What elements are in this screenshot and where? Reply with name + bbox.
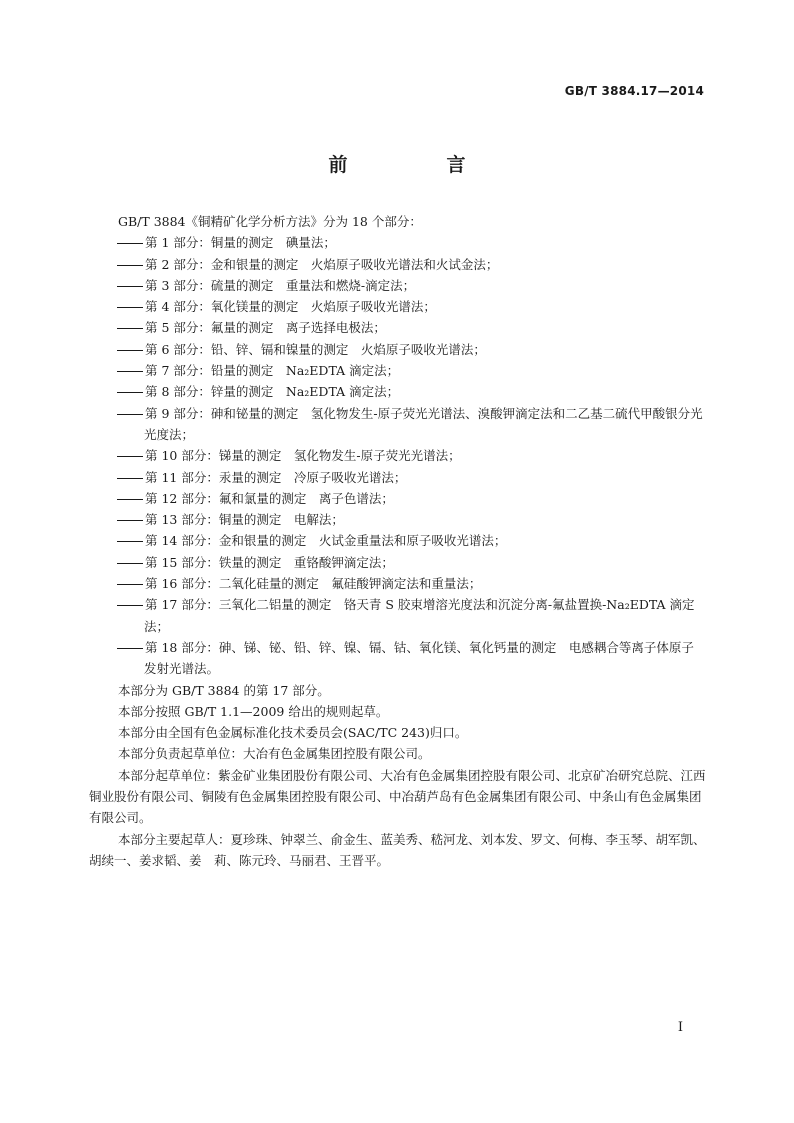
parts-list — [89, 232, 706, 679]
em-dash-mark — [117, 520, 143, 521]
list-item-text: 第 17 部分：三氧化二铝量的测定 铬天青 S 胶束增溶光度法和沉淀分离-氟盐置换-Na₂EDTA 滴定法； — [144, 597, 695, 634]
list-item-text: 第 8 部分：锌量的测定 Na₂EDTA 滴定法； — [145, 384, 400, 400]
standard-code: GB/T 3884.17—2014 — [564, 84, 704, 98]
list-item-text: 第 11 部分：汞量的测定 冷原子吸收光谱法； — [145, 469, 407, 485]
list-item-text: 第 14 部分：金和银量的测定 火试金重量法和原子吸收光谱法； — [145, 533, 507, 549]
em-dash-mark — [117, 499, 143, 500]
list-item-text: 第 3 部分：硫量的测定 重量法和燃烧-滴定法； — [145, 277, 416, 293]
page-title: 前 言 — [328, 154, 506, 176]
em-dash-mark — [117, 265, 143, 266]
list-item-text: 第 1 部分：铜量的测定 碘量法； — [145, 235, 336, 251]
list-item — [89, 275, 706, 296]
body-paragraph: 本部分为 GB/T 3884 的第 17 部分。 — [118, 682, 330, 698]
em-dash-mark — [117, 456, 143, 457]
list-item-text: 第 2 部分：金和银量的测定 火焰原子吸收光谱法和火试金法； — [145, 256, 499, 272]
list-item — [89, 317, 706, 338]
list-item — [89, 509, 706, 530]
list-item-text: 第 5 部分：氟量的测定 离子选择电极法； — [145, 320, 386, 336]
list-item-text: 第 16 部分：二氧化硅量的测定 氟硅酸钾滴定法和重量法； — [145, 576, 482, 592]
list-item — [89, 339, 706, 360]
list-item-text: 第 7 部分：铅量的测定 Na₂EDTA 滴定法； — [145, 363, 400, 379]
list-item — [89, 530, 706, 551]
list-item — [89, 467, 706, 488]
list-item — [89, 296, 706, 317]
em-dash-mark — [117, 563, 143, 564]
body-paragraph: 本部分按照 GB/T 1.1—2009 给出的规则起草。 — [118, 703, 389, 719]
body-paragraph: 本部分负责起草单位：大冶有色金属集团控股有限公司。 — [118, 746, 431, 762]
list-item — [89, 445, 706, 466]
list-item — [89, 403, 706, 446]
list-item — [89, 254, 706, 275]
list-item-text: 第 4 部分：氧化镁量的测定 火焰原子吸收光谱法； — [145, 299, 436, 315]
list-item-text: 第 9 部分：砷和铋量的测定 氢化物发生-原子荧光光谱法、溴酸钾滴定法和二乙基二硫代甲酸银分光光度法； — [144, 405, 703, 442]
em-dash-mark — [117, 350, 143, 351]
body-paragraph: 本部分起草单位：紫金矿业集团股份有限公司、大冶有色金属集团控股有限公司、北京矿冶研究总院、江西铜业股份有限公司、铜陵有色金属集团控股有限公司、中冶葫芦岛有色金属集团有限公司、中条山有色金属集团有限公司。 — [89, 767, 706, 826]
em-dash-mark — [117, 648, 143, 649]
em-dash-mark — [117, 392, 143, 393]
em-dash-mark — [117, 584, 143, 585]
intro-line: GB/T 3884《铜精矿化学分析方法》分为 18 个部分： — [118, 214, 422, 229]
list-item-text: 第 18 部分：砷、锑、铋、铅、锌、镍、镉、钴、氧化镁、氧化钙量的测定 电感耦合等离子体原子发射光谱法。 — [144, 639, 694, 677]
list-item-text: 第 15 部分：铁量的测定 重铬酸钾滴定法； — [145, 554, 394, 570]
em-dash-mark — [117, 307, 143, 308]
list-item-text: 第 12 部分：氟和氯量的测定 离子色谱法； — [145, 490, 394, 506]
page-number: I — [677, 1020, 683, 1035]
body-paragraph: 本部分主要起草人：夏珍珠、钟翠兰、俞金生、蓝美秀、嵇河龙、刘本发、罗文、何梅、李玉琴、胡军凯、胡续一、姜求韬、姜 莉、陈元玲、马丽君、王晋平。 — [89, 831, 706, 868]
em-dash-mark — [117, 541, 143, 542]
em-dash-mark — [117, 286, 143, 287]
paragraph-list — [89, 680, 706, 872]
list-item — [89, 637, 706, 680]
list-item — [89, 552, 706, 573]
list-item-text: 第 10 部分：锑量的测定 氢化物发生-原子荧光光谱法； — [145, 448, 461, 464]
em-dash-mark — [117, 371, 143, 372]
em-dash-mark — [117, 328, 143, 329]
list-item — [89, 360, 706, 381]
foreword-body — [89, 211, 706, 871]
list-item-text: 第 13 部分：铜量的测定 电解法； — [145, 512, 344, 528]
list-item-text: 第 6 部分：铅、锌、镉和镍量的测定 火焰原子吸收光谱法； — [145, 341, 486, 357]
em-dash-mark — [117, 414, 143, 415]
list-item — [89, 232, 706, 253]
body-paragraph: 本部分由全国有色金属标准化技术委员会(SAC/TC 243)归口。 — [118, 725, 468, 741]
list-item — [89, 573, 706, 594]
list-item — [89, 488, 706, 509]
em-dash-mark — [117, 478, 143, 479]
em-dash-mark — [117, 605, 143, 606]
em-dash-mark — [117, 243, 143, 244]
list-item — [89, 594, 706, 637]
list-item — [89, 381, 706, 402]
